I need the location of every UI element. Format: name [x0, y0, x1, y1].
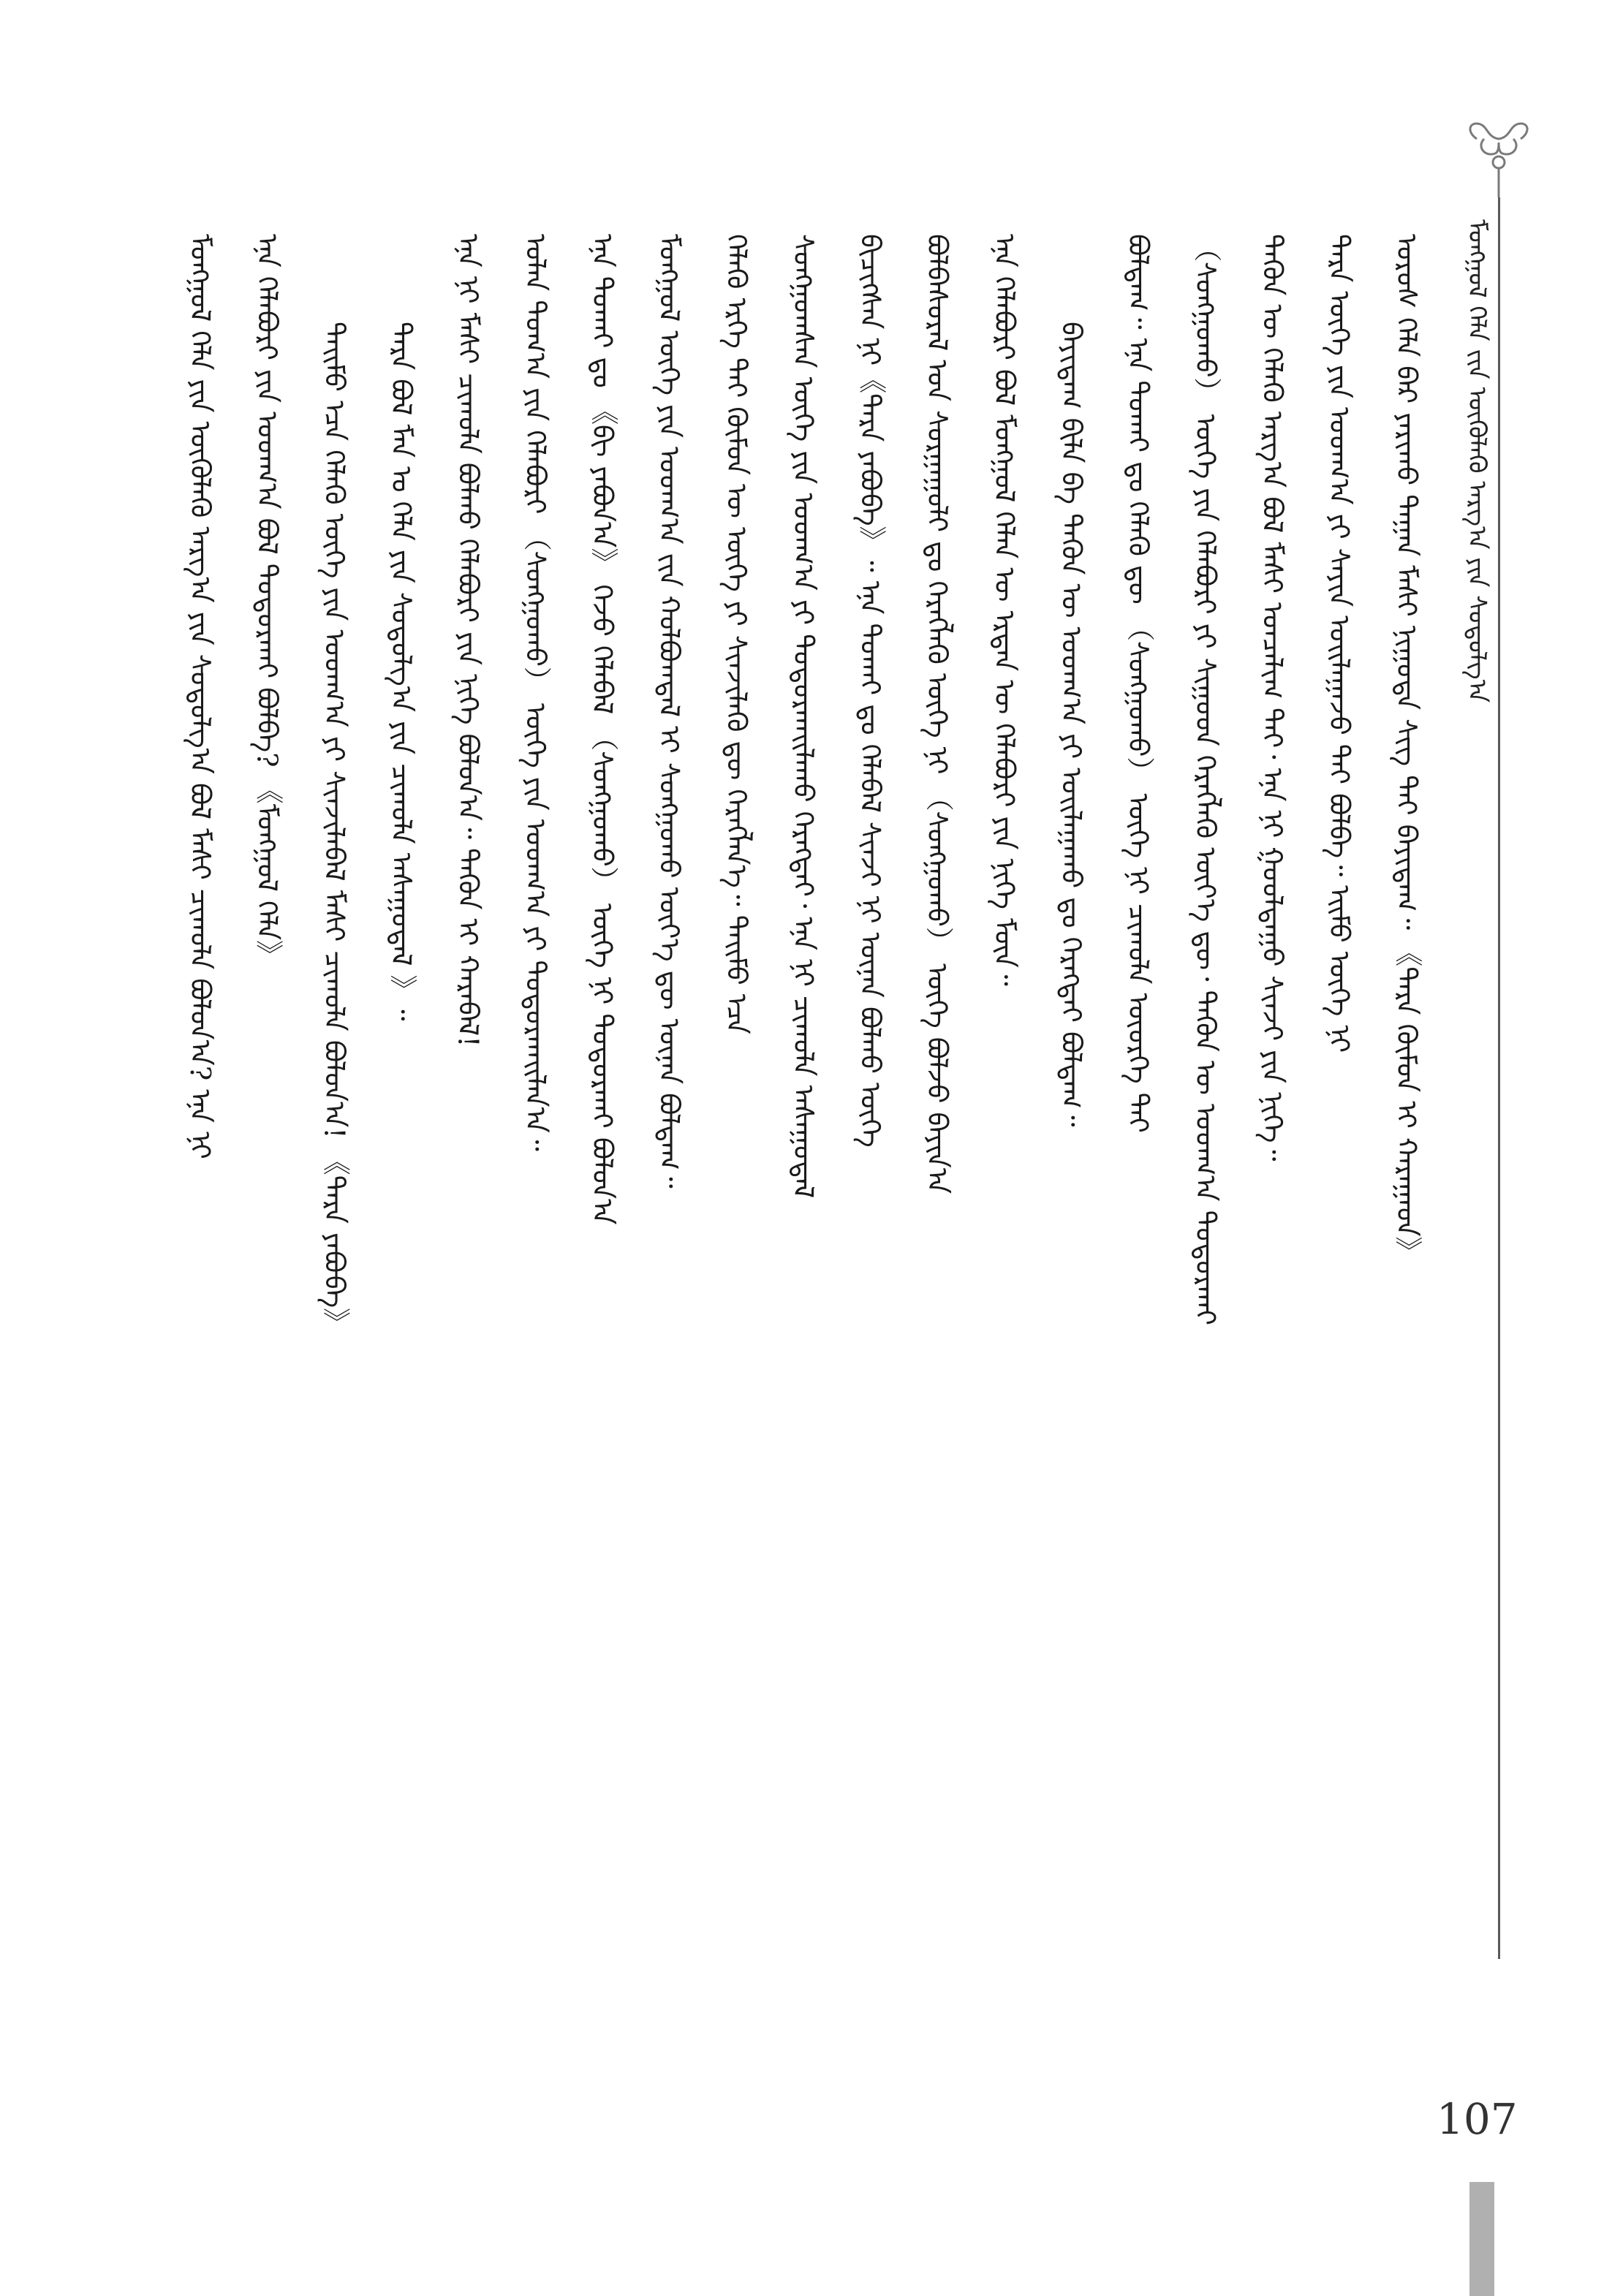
text-column-14: ᠣᠯᠠᠨ ᠲᠣᠭ᠎ᠠ ᠶᠢᠨ ᠬᠡᠯᠡᠪᠦᠷᠢ （ᠰᠣᠩᠭᠣᠬᠤ） ᠦᠭᠡ ᠶᠢᠨ ᠤᠳᠬ᠎ᠠ ᠶᠢ ᠲᠣᠳᠤᠷᠬᠠᠢᠯᠠᠨ᠎ᠠ᠃	[519, 234, 552, 1151]
text-column-7: ᠡᠨᠡ ᠬᠡᠯᠡᠪᠦᠷᠢ ᠪᠣᠯ ᠮᠣᠩᠭᠣᠯ ᠬᠡᠯᠡᠨ ᠦ ᠡᠷᠲᠡᠨ ᠦ ᠬᠡᠯᠡᠪᠦᠷᠢ ᠶᠢᠨ ᠨᠢᠭᠡ ᠮᠥᠨ᠃	[988, 234, 1021, 986]
text-column-11: ᠬᠡᠯᠡᠬᠦ ᠡᠷᠬᠡ ᠲᠡᠢ ᠬᠦᠮᠦᠨ ᠦ ᠦᠭᠡ ᠶᠢ ᠰᠢᠨᠵᠢᠯᠡᠬᠦ ᠳᠦ ᠬᠡᠷᠡᠭᠯᠡᠨ᠎ᠡ᠃ ᠲᠡᠢᠮᠦ ᠡᠴᠡ	[720, 234, 753, 1034]
header-rule	[1498, 197, 1500, 1959]
text-column-13: ᠡᠨᠡ ᠲᠤᠬᠠᠢ ᠳᠤ 《ᠪᠢ ᠶᠠᠪᠤᠨ᠎ᠠ》 ᠭᠡᠵᠦ ᠬᠡᠯᠡᠪᠡᠯ （ᠰᠣᠩᠭᠣᠬᠤ） ᠦᠭᠡ ᠨᠢ ᠲᠣᠳᠤᠷᠬᠠᠢ ᠪᠣᠯᠤᠨ᠎ᠠ	[586, 234, 618, 1225]
text-column-10: ᠰᠣᠩᠭᠣᠭᠰᠠᠨ ᠦᠭᠡ ᠶᠢᠨ ᠤᠳᠬ᠎ᠠ ᠶᠢ ᠲᠣᠳᠤᠷᠬᠠᠢᠯᠠᠬᠤ ᠬᠡᠷᠡᠭᠲᠡᠢ᠂ ᠡᠨᠡ ᠨᠢ ᠴᠢᠬᠤᠯᠠ ᠠᠰᠠᠭᠤᠳᠠᠯ	[787, 234, 820, 1199]
text-column-4: （ᠰᠣᠩᠭᠣᠬᠤ） ᠦᠭᠡ ᠶᠢᠨ ᠬᠡᠯᠡᠪᠦᠷᠢ ᠶᠢ ᠰᠢᠭᠤᠳ ᠬᠡᠷᠡᠭᠯᠡᠬᠦ ᠦᠶ᠎ᠡ ᠳᠦ᠂ ᠲᠡᠭᠦᠨ ᠦ ᠤᠳᠬ᠎ᠠ ᠲᠣᠳᠤᠷᠬᠠᠢ	[1189, 234, 1222, 1326]
text-column-6: ᠪᠠᠶᠢᠳᠠᠭ ᠪᠢᠯᠡ ᠪᠠ ᠲᠡᠭᠦᠨ ᠦ ᠤᠳᠬ᠎ᠠ ᠶᠢ ᠣᠢᠯᠠᠭᠠᠬᠤ ᠳᠤ ᠬᠡᠷᠡᠭᠲᠡᠢ ᠪᠣᠯᠳᠠᠭ᠃	[1055, 322, 1088, 1127]
text-column-3: ᠲᠡᠭᠦᠨ ᠦ ᠬᠡᠯᠡᠬᠦ ᠠᠷᠭ᠎ᠠ ᠪᠣᠯ ᠮᠠᠰᠢ ᠣᠨᠴᠠᠯᠢᠭ ᠲᠠᠢ᠂ ᠡᠨᠡ ᠨᠢ ᠭᠣᠣᠯᠳᠠᠭᠤ ᠰᠢᠨᠵᠢ ᠶᠢᠨ ᠨᠢᠭᠡ᠃	[1256, 234, 1289, 1162]
text-column-16: ᠲᠡᠷᠡ ᠪᠣᠯ ᠮᠠᠨ ᠤ ᠬᠡᠯᠡ ᠶᠢᠨ ᠰᠤᠳᠤᠯᠭ᠎ᠠ ᠶᠢᠨ ᠴᠢᠬᠤᠯᠠ ᠠᠰᠠᠭᠤᠳᠠᠯ 》᠃	[385, 322, 417, 1021]
text-column-19: ᠮᠣᠩᠭᠣᠯ ᠬᠡᠯᠡ ᠶᠢᠨ ᠦᠭᠦᠯᠡᠬᠦ ᠠᠷᠭ᠎ᠠ ᠶᠢᠨ ᠰᠤᠳᠤᠯᠭ᠎ᠠ ᠪᠣᠯ ᠮᠠᠰᠢ ᠴᠢᠬᠤᠯᠠ ᠪᠣᠯᠤᠨ᠎ᠠ? ᠡᠨᠡ ᠨᠢ	[184, 234, 216, 1159]
text-column-5: ᠪᠣᠯᠳᠠᠭ᠃ ᠡᠨᠡ ᠲᠤᠬᠠᠢ ᠳᠤ ᠬᠡᠯᠡᠬᠦ ᠳᠦ （ᠰᠣᠩᠭᠣᠬᠤ） ᠦᠭᠡ ᠨᠢ ᠴᠢᠬᠤᠯᠠ ᠦᠦᠷᠭᠡ ᠲᠠᠢ	[1122, 234, 1155, 1133]
page-number: 107	[1437, 2094, 1518, 2144]
text-column-15: ᠡᠨᠡ ᠨᠢ ᠮᠠᠰᠢ ᠴᠢᠬᠤᠯᠠ ᠪᠣᠯᠬᠤ ᠬᠡᠯᠡᠪᠦᠷᠢ ᠶᠢᠨ ᠨᠢᠭᠡ ᠪᠣᠯᠤᠨ᠎ᠠ᠃ ᠲᠡᠭᠦᠨ ᠢ ᠬᠠᠷᠠᠪᠠᠯ!	[452, 234, 485, 1047]
ornament-icon	[1462, 117, 1535, 197]
text-column-1: ᠤᠷᠤᠰ ᠬᠡᠯᠡ ᠪᠡᠷ ᠶᠠᠷᠢᠬᠤ ᠳᠠᠭᠠᠨ ᠮᠠᠰᠢ ᠨᠢᠭᠤᠳᠠ ᠰᠢᠭ ᠲᠡᠢ ᠪᠠᠶᠢᠳᠠᠭ᠃ 《ᠲᠡᠷᠡ ᠬᠦᠮᠦᠨ ᠢ ᠬᠠᠷᠠᠭᠠᠳ》	[1390, 234, 1423, 1265]
text-column-18: ᠡᠨᠡ ᠬᠡᠯᠡᠪᠦᠷᠢ ᠶᠢᠨ ᠤᠳᠬ᠎ᠠ ᠪᠣᠯ ᠲᠣᠳᠤᠷᠬᠠᠢ ᠪᠣᠯᠪᠠ? 《ᠮᠣᠩᠭᠣᠯ ᠬᠡᠯᠡ》	[251, 234, 284, 969]
text-column-8: ᠪᠣᠯᠪᠠᠰᠤᠷᠠᠯ ᠤᠨ ᠰᠤᠷᠭᠠᠭᠤᠯᠢ ᠳᠤ ᠬᠡᠷᠡᠭᠯᠡᠬᠦ ᠦᠭᠡ ᠨᠢ （ᠰᠣᠩᠭᠣᠬᠤ） ᠦᠭᠡ ᠪᠣᠯᠵᠤ ᠪᠠᠶᠢᠨ᠎ᠠ	[921, 234, 954, 1194]
text-column-12: ᠮᠣᠩᠭᠣᠯ ᠦᠭᠡ ᠶᠢᠨ ᠤᠳᠬ᠎ᠠ ᠵᠢᠨ ᠬᠣᠯᠪᠣᠭᠳᠠᠯ ᠢ ᠰᠣᠩᠭᠣᠬᠤ ᠦᠶ᠎ᠡ ᠳᠦ ᠦᠨᠡᠨ ᠪᠣᠯᠳᠠᠭ᠃	[653, 234, 686, 1189]
text-column-17: ᠲᠡᠢᠮᠦ ᠡᠴᠡ ᠬᠡᠯᠡᠬᠦ ᠦᠭᠡ ᠶᠢᠨ ᠤᠳᠬ᠎ᠠ ᠶᠢ ᠰᠢᠨᠵᠢᠯᠡᠪᠡᠯ ᠮᠠᠰᠢ ᠴᠢᠬᠤᠯᠠ ᠪᠣᠯᠤᠨ᠎ᠠ! 《ᠲᠡᠷᠡ ᠶᠠᠪᠤᠪᠠ》	[318, 322, 351, 1336]
text-column-9: ᠪᠢᠴᠢᠭᠰᠡᠨ ᠨᠢ《ᠲᠡᠷᠡ ᠶᠠᠪᠤᠪᠠ》᠃ ᠡᠨᠡ ᠲᠤᠬᠠᠢ ᠳᠤ ᠬᠡᠯᠡᠪᠡᠯ ᠰᠢᠨᠵᠢ ᠨᠢ ᠦᠨᠡᠨ ᠪᠣᠯᠬᠤ ᠦᠭᠡ	[854, 234, 887, 1148]
page-edge-tab	[1469, 2182, 1494, 2296]
running-header-title: ᠮᠣᠩᠭᠣᠯ ᠬᠡᠯᠡ ᠵᠢᠨ ᠦᠭᠦᠯᠡᠬᠦ ᠠᠷᠭ᠎ᠠ ᠶᠢᠨ ᠰᠤᠳᠤᠯᠭ᠎ᠠ	[1462, 219, 1491, 703]
text-column-2: ᠲᠡᠷᠡ ᠦᠭᠡ ᠶᠢᠨ ᠤᠳᠬ᠎ᠠ ᠶᠢ ᠰᠠᠶᠢᠨ ᠤᠢᠯᠠᠭᠠᠵᠤ ᠲᠡᠢ ᠪᠣᠯᠪᠠ᠃ ᠡᠢᠮᠦ ᠦᠭᠡ ᠨᠢ	[1323, 234, 1356, 1053]
body-text	[183, 234, 1426, 2025]
